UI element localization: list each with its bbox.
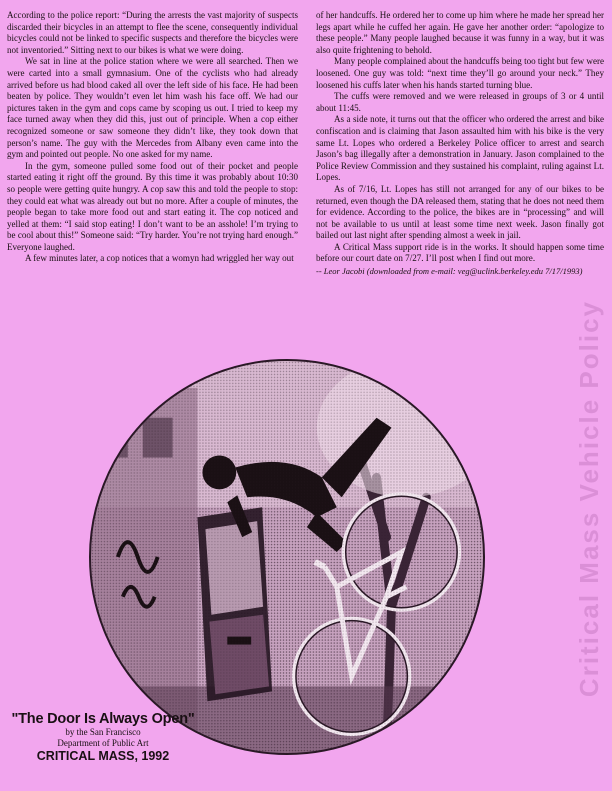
bleed-through-label: Critical Mass Vehicle Policy bbox=[574, 300, 604, 698]
article-paragraph: As a side note, it turns out that the officer who ordered the arrest and bike confiscation and is claiming that Jason assaulted him with his bike is the very same Lt. Lopes who ordered a Berkeley Police officer to arrest and search Jason’s bag illegally after a demonstration in January. Jason complained to the Police Review Commission and they sustained his complaint, ruling against Lt. Lopes. bbox=[316, 114, 604, 183]
author-signature bbox=[316, 266, 604, 278]
halftone-photo bbox=[88, 358, 486, 756]
bleed-through-text bbox=[568, 300, 608, 770]
article-paragraph: of her handcuffs. He ordered her to come up him where he made her spread her legs apart while he cuffed her again. He gave her another order: “apologize to these people.” Many people laughed because it was funny in a way, but it was also quite frightening to behold. bbox=[316, 10, 604, 55]
caption-event: CRITICAL MASS, 1992 bbox=[36, 749, 170, 763]
article-column-left bbox=[7, 10, 298, 265]
article-paragraph: A few minutes later, a cop notices that a womyn had wriggled her way out bbox=[25, 253, 294, 264]
article-paragraph: As of 7/16, Lt. Lopes has still not arranged for any of our bikes to be returned, even though the DA released them, stating that he does not need them for evidence. According to the police, the bikes are in “processing” and will not be available to us until at least some time next week. Jason finally got bailed out last night after spending almost a week in jail. bbox=[316, 183, 604, 241]
article-paragraph: In the gym, someone pulled some food out of their pocket and people started eating it right off the ground. By this time it was probably about 10:30 so people were getting quite hungry. A cop saw this and told the people to stop: they could eat what was already out but no more. After a couple of minutes, the people began to take more food out and start eating it. The cop noticed and yelled at them: “I said stop eating! I don’t want to be an asshole! I’m trying to be cool about this!” Someone said: “Try harder. You’re not trying hard enough.” Everyone laughed. bbox=[7, 160, 298, 252]
article-paragraph: According to the police report: “During the arrests the vast majority of suspects discarded their bicycles in an attempt to flee the scene, consequently individual bicycles could not be linked to specific suspects and therefore the bicycles were not inventoried.” Sitting next to our bikes is what we were doing. bbox=[7, 10, 298, 55]
article-paragraph: Many people complained about the handcuffs being too tight but few were loosened. One guy was told: “next time they’ll go around your neck.” They loosened his cuffs later when his hands started turning blue. bbox=[316, 56, 604, 90]
article-column-right bbox=[316, 10, 604, 278]
caption-line: by the San Francisco bbox=[65, 727, 141, 737]
article-paragraph: A Critical Mass support ride is in the works. It should happen some time before our court date on 7/27. I’ll post when I find out more. bbox=[316, 241, 604, 264]
signature-text: Leor Jacobi (downloaded from e-mail: veg@uclink.berkeley.edu 7/17/1993) bbox=[323, 266, 583, 277]
caption-line: Department of Public Art bbox=[57, 737, 149, 748]
signature-dash: -- bbox=[316, 266, 322, 277]
photo-caption bbox=[6, 711, 200, 763]
article-paragraph: We sat in line at the police station where we were all searched. Then we were carted into a small gymnasium. One of the cyclists who had already arrived before us had blood caked all over the left side of his face. He had been beaten by police. They wouldn’t even let him wash his face off. We had our pictures taken in the gym and cops came by scoping us out. I tried to keep my face turned away when they did this, just out of principle. When a cop either recognized someone or saw someone they didn’t like, they took down that person’s name. The guy with the Mercedes from Albany even came into the gym and pointed out people. No one asked for my name. bbox=[7, 56, 298, 160]
article-paragraph: The cuffs were removed and we were released in groups of 3 or 4 until about 11:45. bbox=[316, 91, 604, 113]
caption-title: "The Door Is Always Open" bbox=[11, 711, 195, 727]
